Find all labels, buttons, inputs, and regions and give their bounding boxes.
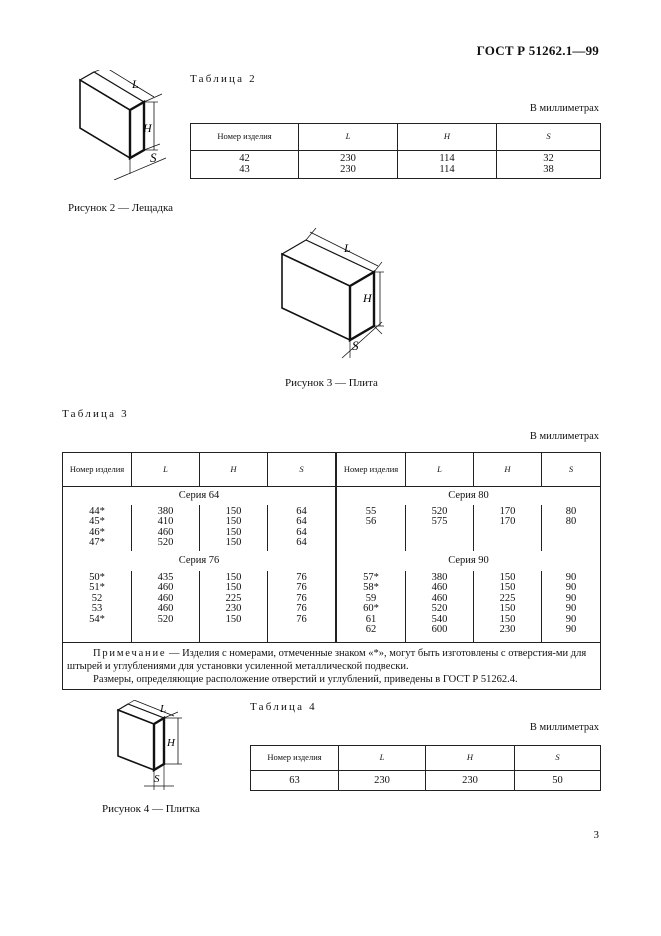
page-number: 3 (593, 829, 599, 841)
figure-4-drawing (108, 700, 198, 795)
table-3-note: Примечание — Изделия с номерами, отмеченные знаком «*», могут быть изготовлены с отверстия-ми для штырей и углублениями для установки усиленной металлической подвески. Размеры, определяющие расположение отверстий и углублений, приведены в ГОСТ Р 51262.4. (63, 643, 601, 690)
fig2-dim-L: L (132, 77, 139, 91)
fig3-dim-S: S (352, 338, 359, 353)
table-3-label: Таблица 3 (62, 408, 129, 420)
table-row: 44* 45* 46* 47* 380 410 460 520 150 150 150 150 64 64 64 64 55 56 520 575 170 170 80 80 (63, 505, 601, 551)
t2-header-H: H (398, 124, 497, 151)
standard-header: ГОСТ Р 51262.1—99 (476, 43, 599, 58)
fig4-dim-L: L (160, 703, 167, 715)
t3-header-H-left: H (200, 453, 268, 487)
fig2-dim-H: H (143, 121, 152, 135)
t2-header-num: Номер изделия (191, 124, 299, 151)
table-3-unit: В миллиметрах (529, 431, 599, 442)
figure-3-drawing (272, 222, 392, 362)
fig4-dim-S: S (154, 773, 160, 785)
t4-header-H: H (426, 746, 515, 771)
t4-header-L: L (339, 746, 426, 771)
t2-header-L: L (299, 124, 398, 151)
t3-header-S-right: S (542, 453, 601, 487)
fig2-dim-S: S (150, 150, 157, 165)
figure-4-caption: Рисунок 4 — Плитка (102, 803, 200, 815)
figure-2-drawing (70, 70, 180, 180)
t3-header-num-right: Номер изделия (336, 453, 406, 487)
series-80-title: Серия 80 (336, 487, 601, 505)
t3-header-S-left: S (268, 453, 337, 487)
series-64-title: Серия 64 (63, 487, 337, 505)
fig3-dim-H: H (363, 291, 372, 305)
table-2-unit: В миллиметрах (529, 103, 599, 114)
series-90-title: Серия 90 (336, 551, 601, 571)
series-76-title: Серия 76 (63, 551, 337, 571)
table-2-label: Таблица 2 (190, 73, 257, 85)
t3-header-L-right: L (406, 453, 474, 487)
t3-header-L-left: L (132, 453, 200, 487)
t4-header-S: S (515, 746, 601, 771)
t2-header-S: S (497, 124, 601, 151)
t3-header-num-left: Номер изделия (63, 453, 132, 487)
figure-3-caption: Рисунок 3 — Плита (285, 377, 378, 389)
table-row: 50* 51* 52 53 54* 435 460 460 460 520 150 150 225 230 150 76 76 76 76 76 57* 58* 59 60* 61 62 380 460 460 520 540 600 150 150 225 150 150 230 90 90 90 90 90 90 (63, 571, 601, 643)
table-row: 42 43 230 230 114 114 32 38 (191, 151, 601, 179)
fig3-dim-L: L (344, 241, 351, 255)
table-3 (62, 452, 601, 690)
figure-2-caption: Рисунок 2 — Лещадка (68, 202, 173, 214)
table-4 (250, 745, 601, 791)
t4-header-num: Номер изделия (251, 746, 339, 771)
table-2 (190, 123, 601, 179)
fig4-dim-H: H (167, 737, 175, 749)
t3-header-H-right: H (474, 453, 542, 487)
table-4-label: Таблица 4 (250, 701, 317, 713)
table-4-unit: В миллиметрах (529, 722, 599, 733)
table-row: 63 230 230 50 (251, 771, 601, 791)
